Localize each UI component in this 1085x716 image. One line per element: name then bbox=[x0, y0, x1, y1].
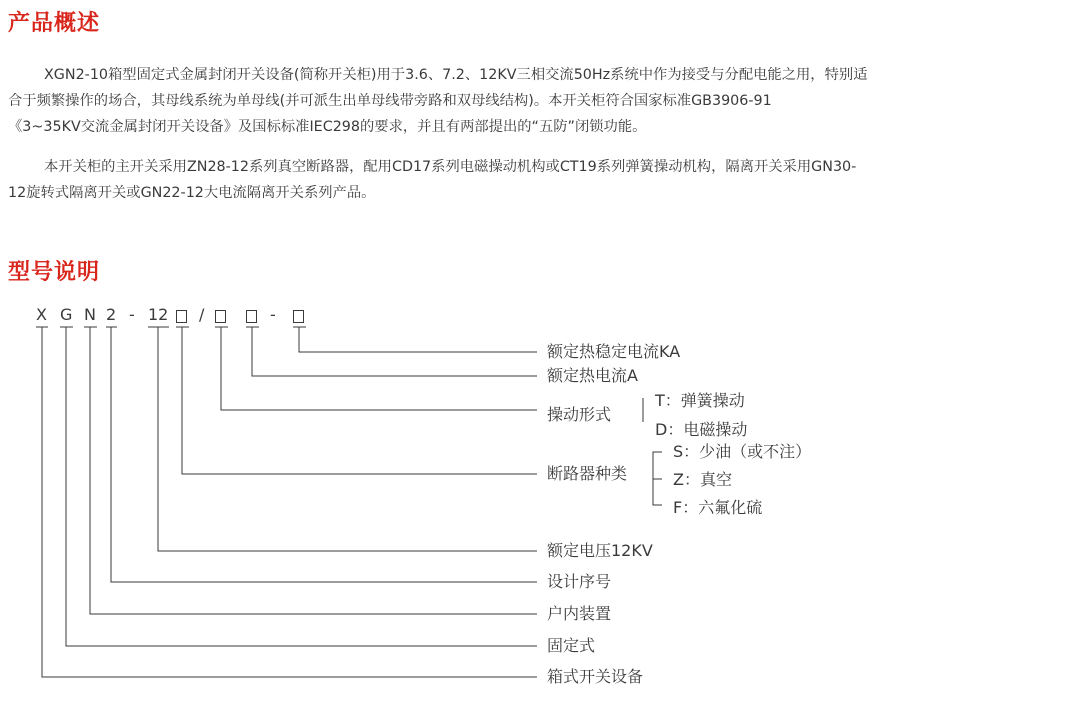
label-thermal-current: 额定热电流A bbox=[547, 366, 638, 385]
label-breaker-oil: S：少油（或不注） bbox=[673, 442, 812, 461]
code-dash-2: - bbox=[270, 305, 276, 324]
label-op-spring: T：弹簧操动 bbox=[655, 391, 745, 410]
label-op-electromagnetic: D：电磁操动 bbox=[655, 420, 748, 439]
label-thermal-stable-current: 额定热稳定电流KA bbox=[547, 342, 681, 361]
label-breaker-sf6: F：六氟化硫 bbox=[673, 498, 763, 517]
overview-text-4: 本开关柜的主开关采用ZN28-12系列真空断路器，配用CD17系列电磁操动机构或CT19系列弹簧操动机构，隔离开关采用GN30- bbox=[44, 159, 857, 175]
label-breaker-vacuum: Z：真空 bbox=[673, 470, 732, 489]
label-box-switchgear: 箱式开关设备 bbox=[547, 667, 644, 686]
overview-paragraph-line-3: 《3~35KV交流金属封闭开关设备》及国标标准IEC298的要求，并且有两部提出的“五防”闭锁功能。 bbox=[8, 119, 647, 135]
code-char-g: G bbox=[60, 305, 73, 324]
code-slash: / bbox=[199, 305, 205, 324]
code-char-n: N bbox=[84, 305, 96, 324]
label-indoor: 户内装置 bbox=[547, 604, 612, 623]
code-char-x: X bbox=[36, 305, 47, 324]
label-rated-voltage: 额定电压12KV bbox=[547, 541, 653, 560]
model-description-heading: 型号说明 bbox=[8, 260, 101, 285]
label-breaker-type: 断路器种类 bbox=[547, 464, 628, 483]
label-design-serial: 设计序号 bbox=[547, 572, 612, 591]
product-overview-heading: 产品概述 bbox=[8, 11, 101, 36]
overview-paragraph-line-2: 合于频繁操作的场合，其母线系统为单母线(并可派生出单母线带旁路和双母线结构)。本开关柜符合国家标准GB3906-91 bbox=[8, 93, 772, 109]
label-fixed: 固定式 bbox=[547, 636, 596, 655]
overview-text-1: XGN2-10箱型固定式金属封闭开关设备(简称开关柜)用于3.6、7.2、12KV三相交流50Hz系统中作为接受与分配电能之用，特别适 bbox=[44, 67, 868, 83]
code-char-2: 2 bbox=[106, 305, 117, 324]
code-dash-1: - bbox=[129, 305, 135, 324]
label-operation-form: 操动形式 bbox=[547, 405, 612, 424]
code-voltage-12: 12 bbox=[148, 305, 169, 324]
overview-paragraph-line-5: 12旋转式隔离开关或GN22-12大电流隔离开关系列产品。 bbox=[8, 185, 376, 201]
